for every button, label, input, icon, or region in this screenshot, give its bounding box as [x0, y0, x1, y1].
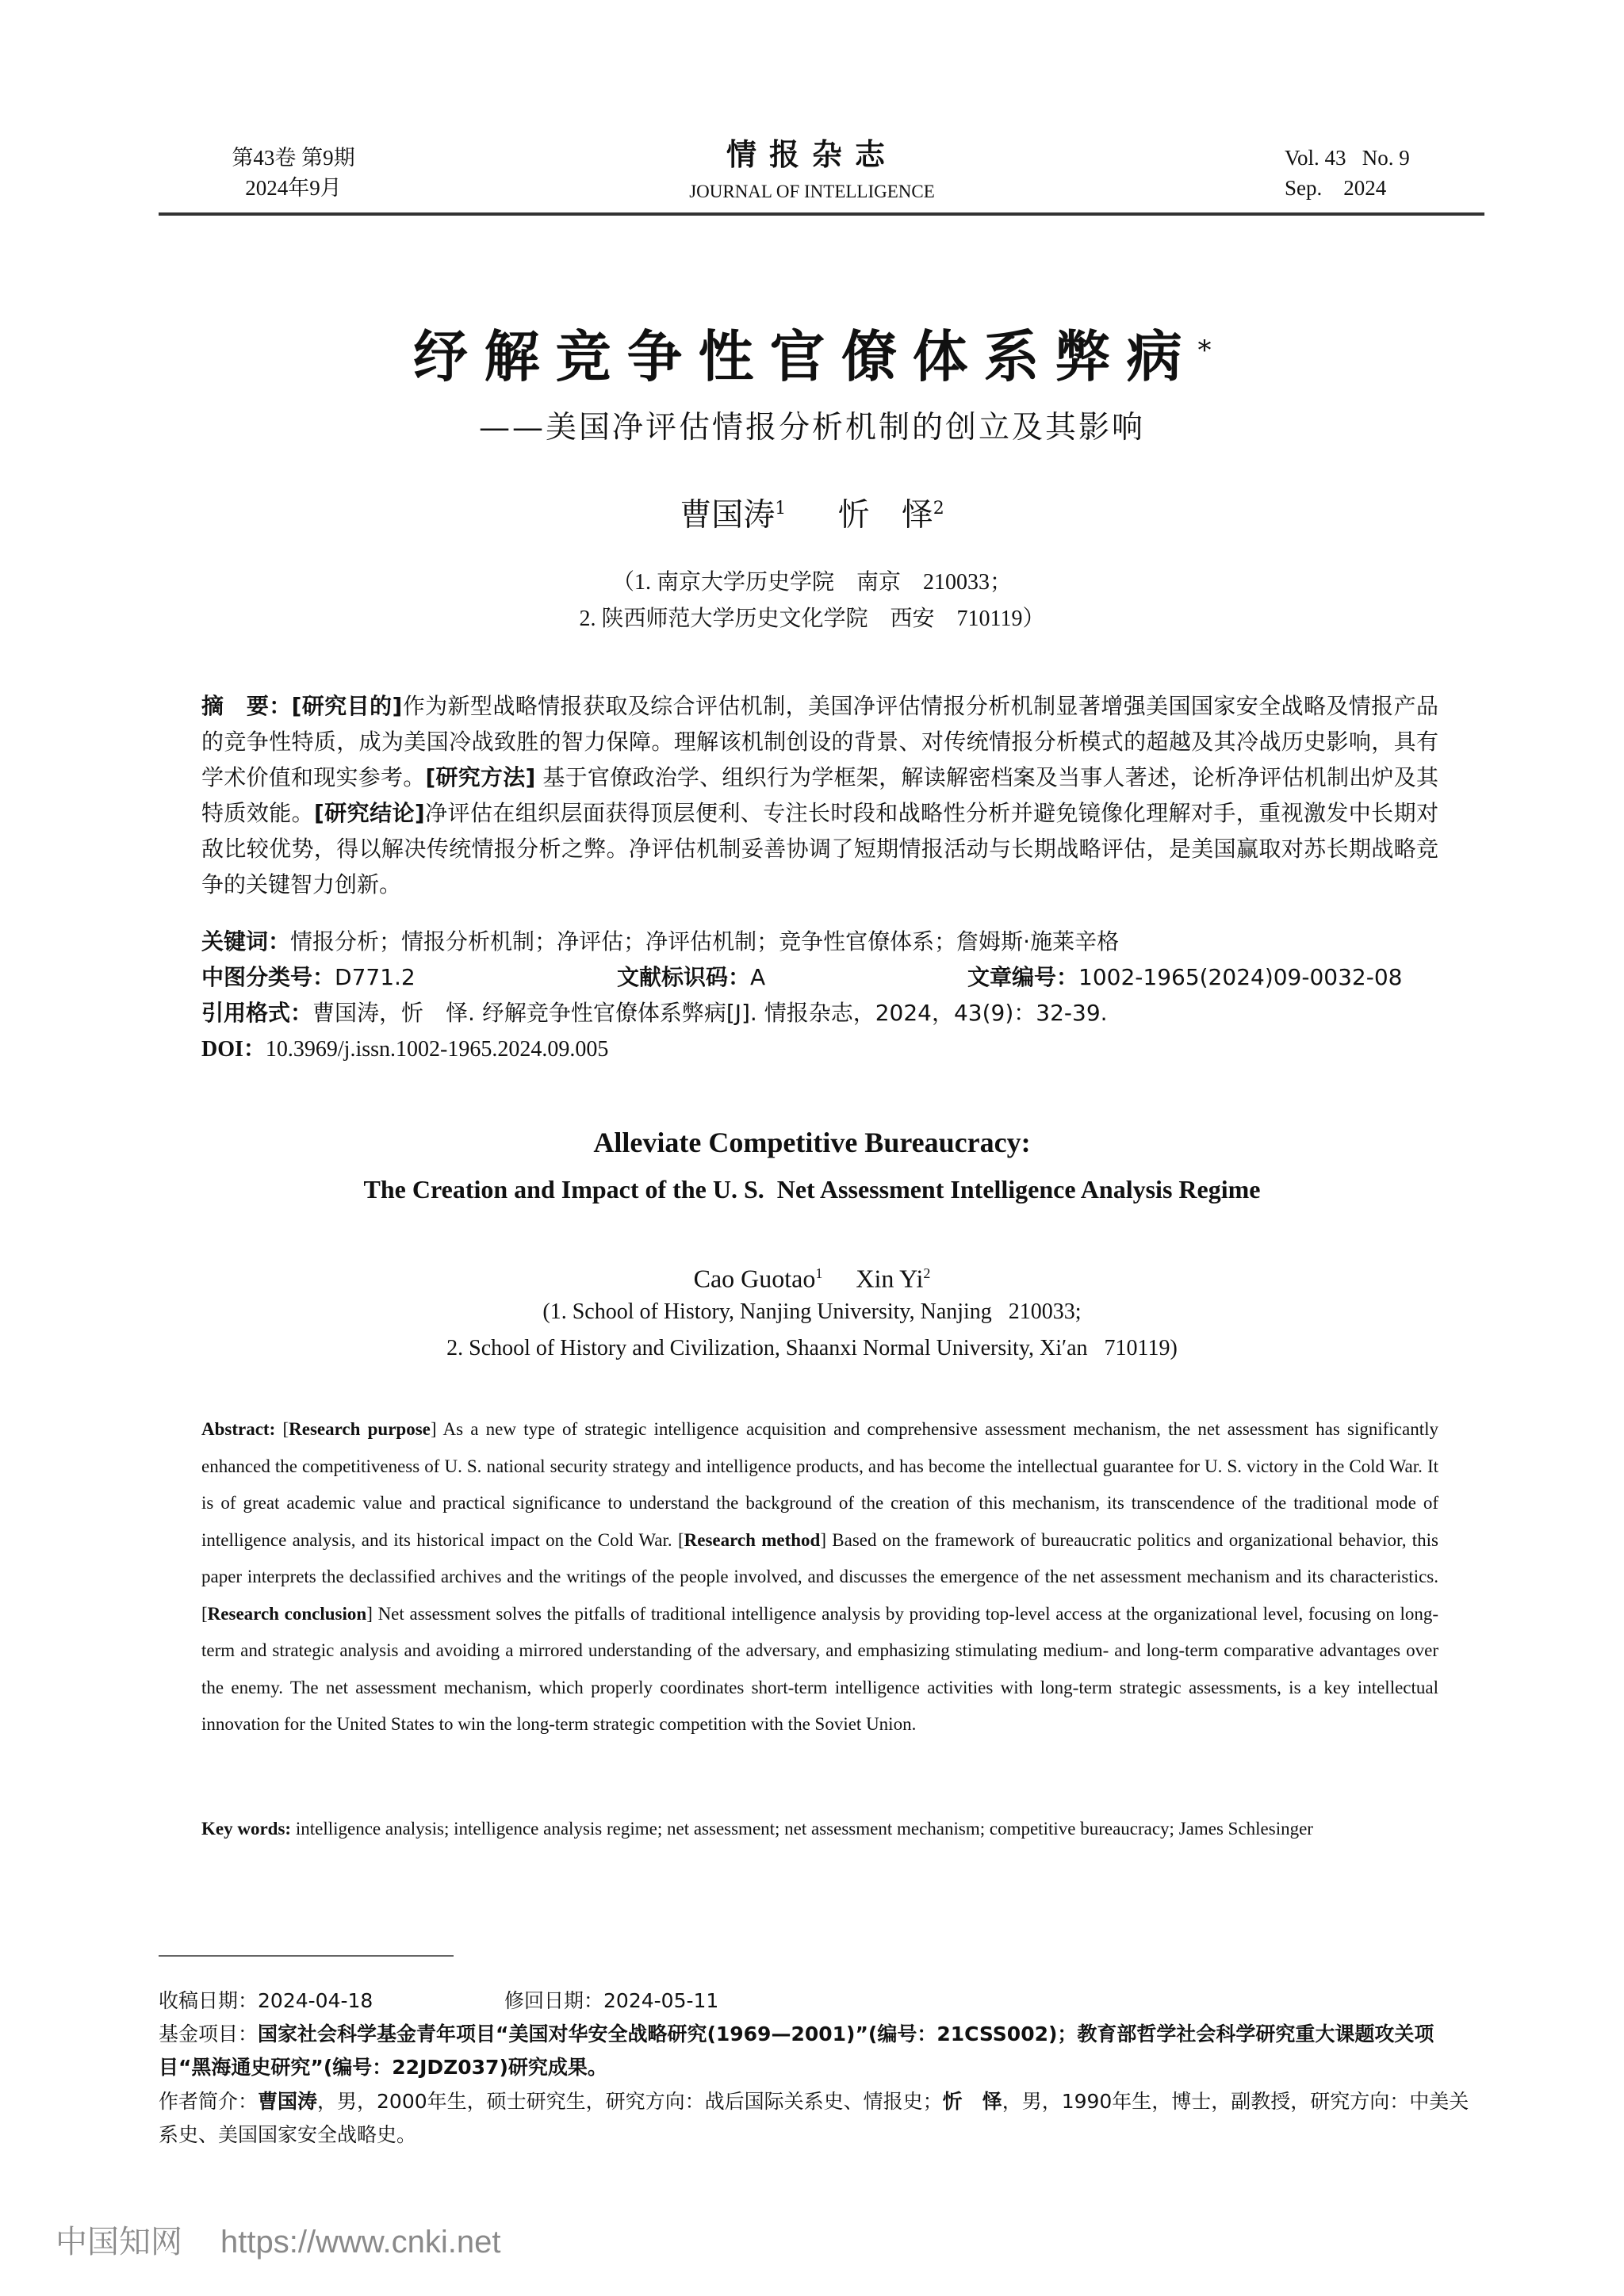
authors-cn: [0, 485, 1624, 538]
keyword-item: 詹姆斯·施莱辛格: [956, 928, 1120, 955]
issue-info-cn: [190, 143, 396, 203]
affiliations-cn: [0, 564, 1624, 637]
revised-value: 2024-05-11: [603, 1989, 719, 2012]
clc-label: 中图分类号：: [201, 964, 335, 990]
author-name: Cao Guotao: [693, 1264, 816, 1293]
doi: [201, 1031, 1438, 1067]
clc-number: [201, 959, 416, 995]
method-text-cn: 基于官僚政治学、组织行为学框架，解读解密档案及当事人著述，论析净评估机制出炉及其特质效能。: [201, 764, 1438, 826]
citation-value: 曹国涛，忻 怿. 纾解竞争性官僚体系弊病[J]. 情报杂志，2024，43(9)：32-39.: [312, 1000, 1108, 1026]
keyword-separator: ；: [379, 928, 402, 955]
abstract-cn: [201, 688, 1438, 902]
keyword-item: 净评估机制: [645, 928, 757, 955]
author-name: Xin Yi: [856, 1264, 924, 1293]
author-bio-text: ，男，2000年生，硕士研究生，研究方向：战后国际关系史、情报史；: [317, 2090, 943, 2113]
keyword-separator: ；: [623, 928, 646, 955]
method-tag-cn: [研究方法]: [425, 764, 536, 790]
authors-en: [0, 1255, 1624, 1297]
watermark-brand: 中国知网: [56, 2225, 182, 2260]
keywords-list-cn: [290, 928, 1119, 955]
keywords-cn: [201, 924, 1438, 959]
author-bio-text: ，男，1990年生，博士，副教授，研究方向：中美关系史、美国国家安全战略史。: [159, 2090, 1469, 2146]
keywords-en: [201, 1811, 1438, 1848]
citation-label: 引用格式：: [201, 1000, 313, 1026]
keywords-list-en: intelligence analysis; intelligence analysis regime; net assessment; net assessment mechanism; competitive bureaucracy; James Schlesinger: [291, 1819, 1313, 1839]
purpose-tag-cn: [研究目的]: [291, 693, 403, 719]
header-rule: [159, 212, 1484, 216]
purpose-text-cn: 作为新型战略情报获取及综合评估机制，美国净评估情报分析机制显著增强美国国家安全战略及情报产品的竞争性特质，成为美国冷战致胜的智力保障。理解该机制创设的背景、对传统情报分析模式的超越及其冷战历史影响，具有学术价值和现实参考。: [201, 693, 1438, 790]
keyword-item: 净评估: [557, 928, 624, 955]
conclusion-tag-cn: [研究结论]: [314, 800, 425, 826]
fund-label: 基金项目：: [159, 2022, 259, 2045]
issue-date-en: Sep. 2024: [1285, 176, 1387, 200]
conclusion-text-cn: 净评估在组织层面获得顶层便利、专注长时段和战略性分析并避免镜像化理解对手，重视激发中长期对敌比较优势，得以解决传统情报分析之弊。净评估机制妥善协调了短期情报活动与长期战略评估，是美国赢取对苏长期战略竞争的关键智力创新。: [201, 800, 1438, 897]
keyword-item: 竞争性官僚体系: [779, 928, 935, 955]
article-subtitle-cn: ——美国净评估情报分析机制的创立及其影响: [478, 410, 1145, 446]
abstract-label-cn: 摘 要：: [201, 693, 292, 719]
classification-row: [201, 959, 1438, 995]
footnote-dates: [159, 1984, 1483, 2018]
fund-value: 国家社会科学基金青年项目“美国对华安全战略研究(1969—2001)”(编号：21CSS002)；教育部哲学社会科学研究重大课题攻关项目“黑海通史研究”(编号：22JDZ037)研究成果。: [159, 2022, 1434, 2079]
author-name: 曹国涛: [680, 496, 776, 534]
footnote-rule: [159, 1955, 454, 1957]
doc-code-value: A: [750, 964, 766, 990]
volume-issue-en: Vol. 43 No. 9: [1285, 146, 1410, 170]
article-no-label: 文章编号：: [967, 964, 1079, 990]
journal-name-cn: 情报杂志: [726, 137, 898, 172]
method-text-en: Based on the framework of bureaucratic politics and organizational behavior, this paper interprets the declassified archives and the writings of the people involved, and discusses the emergence of the net assessment mechanism and its characteristics.: [201, 1529, 1438, 1586]
keyword-separator: ；: [534, 928, 557, 955]
affiliation-line: 2. 陕西师范大学历史文化学院 西安 710119）: [579, 607, 1045, 631]
keywords-label-en: Key words:: [201, 1819, 292, 1839]
doi-value[interactable]: 10.3969/j.issn.1002-1965.2024.09.005: [265, 1037, 609, 1062]
keywords-label-cn: 关键词：: [201, 928, 291, 955]
keyword-separator: ；: [934, 928, 957, 955]
revised-label: 修回日期：: [504, 1989, 604, 2012]
document-code: [617, 959, 765, 995]
author-name: 忻 怿: [837, 496, 933, 534]
title-footnote-mark: *: [1197, 335, 1212, 366]
author-bio-name: 曹国涛: [258, 2090, 318, 2113]
keyword-separator: ；: [756, 928, 779, 955]
revised-date: [504, 1984, 718, 2018]
journal-masthead: [653, 135, 971, 208]
footnote-funding: [159, 2018, 1483, 2084]
affiliation-line: (1. School of History, Nanjing University, Nanjing 210033;: [542, 1299, 1082, 1324]
received-label: 收稿日期：: [159, 1989, 259, 2012]
method-tag-en: Research method: [684, 1529, 821, 1550]
issue-date-cn: 2024年9月: [245, 176, 342, 200]
article-title-cn: [0, 317, 1624, 396]
article-number: [967, 959, 1402, 995]
author-bio-label: 作者简介：: [159, 2090, 259, 2113]
affiliation-line: （1. 南京大学历史学院 南京 210033；: [611, 570, 1012, 595]
author-bio-name: 忻 怿: [942, 2090, 1002, 2113]
conclusion-text-en: Net assessment solves the pitfalls of traditional intelligence analysis by providing top-level access at the organizational level, focusing on long-term and strategic analysis and avoiding a mirrored understanding of the adversary, and emphasizing stimulating medium- and long-term comparative advantages over the enemy. The net assessment mechanism, which properly coordinates short-term intelligence activities with long-term strategic assessments, is a key intellectual innovation for the United States to win the long-term strategic competition with the Soviet Union.: [201, 1603, 1438, 1734]
received-value: 2024-04-18: [258, 1989, 373, 2012]
title-text-cn: 纾解竞争性官僚体系弊病: [412, 323, 1198, 389]
footnote-author-bio: [159, 2085, 1483, 2152]
doc-code-label: 文献标识码：: [617, 964, 751, 990]
author-affil-mark: 1: [775, 499, 787, 519]
received-date: [159, 1984, 373, 2018]
keyword-item: 情报分析机制: [401, 928, 535, 955]
article-subtitle-en: The Creation and Impact of the U. S. Net Assessment Intelligence Analysis Regime: [363, 1175, 1261, 1203]
cnki-watermark: [56, 2217, 500, 2262]
author-affil-mark: 1: [815, 1265, 823, 1281]
clc-value: D771.2: [335, 964, 416, 990]
purpose-text-en: As a new type of strategic intelligence acquisition and comprehensive assessment mechanism, the net assessment has significantly enhanced the competitiveness of U. S. national security strategy and intelligence products, and has become the intellectual guarantee for U. S. victory in the Cold War. It is of great academic value and practical significance to understand the background of the creation of this mechanism, its transcendence of the traditional mode of intelligence analysis, and its historical impact on the Cold War.: [201, 1419, 1438, 1550]
article-title-en: Alleviate Competitive Bureaucracy:: [593, 1127, 1031, 1158]
article-no-value: 1002-1965(2024)09-0032-08: [1078, 964, 1403, 990]
issue-info-en: [1285, 143, 1475, 203]
abstract-label-en: Abstract:: [201, 1419, 276, 1439]
author-affil-mark: 2: [933, 499, 944, 519]
journal-name-en: JOURNAL OF INTELLIGENCE: [689, 182, 935, 201]
doi-label: DOI：: [201, 1037, 266, 1062]
volume-issue-cn: 第43卷 第9期: [232, 146, 355, 170]
watermark-url[interactable]: https://www.cnki.net: [220, 2225, 501, 2260]
conclusion-tag-en: Research conclusion: [207, 1603, 367, 1624]
author-affil-mark: 2: [923, 1265, 931, 1281]
affiliation-line: 2. School of History and Civilization, Shaanxi Normal University, Xi′an 710119): [446, 1336, 1178, 1360]
affiliations-en: [0, 1294, 1624, 1367]
keyword-item: 情报分析: [290, 928, 380, 955]
citation-format: [201, 995, 1438, 1031]
purpose-tag-en: Research purpose: [289, 1419, 431, 1439]
abstract-en: Abstract: [Research purpose] As a new type of strategic intelligence acquisition and comprehensive assessment mechanism, the net assessment has significantly enhanced the competitiveness of U. S. national security strategy and intelligence products, and has become the intellectual guarantee for U. S. victory in the Cold War. It is of great academic value and practical significance to understand the background of the creation of this mechanism, its transcendence of the traditional mode of intelligence analysis, and its historical impact on the Cold War. [Research method] Based on the framework of bureaucratic politics and organizational behavior, this paper interprets the declassified archives and the writings of the people involved, and discusses the emergence of the net assessment mechanism and its characteristics. [Research conclusion] Net assessment solves the pitfalls of traditional intelligence analysis by providing top-level access at the organizational level, focusing on long-term and strategic analysis and avoiding a mirrored understanding of the adversary, and emphasizing stimulating medium- and long-term comparative advantages over the enemy. The net assessment mechanism, which properly coordinates short-term intelligence activities with long-term strategic assessments, is a key intellectual innovation for the United States to win the long-term strategic competition with the Soviet Union.: [201, 1419, 1438, 1734]
